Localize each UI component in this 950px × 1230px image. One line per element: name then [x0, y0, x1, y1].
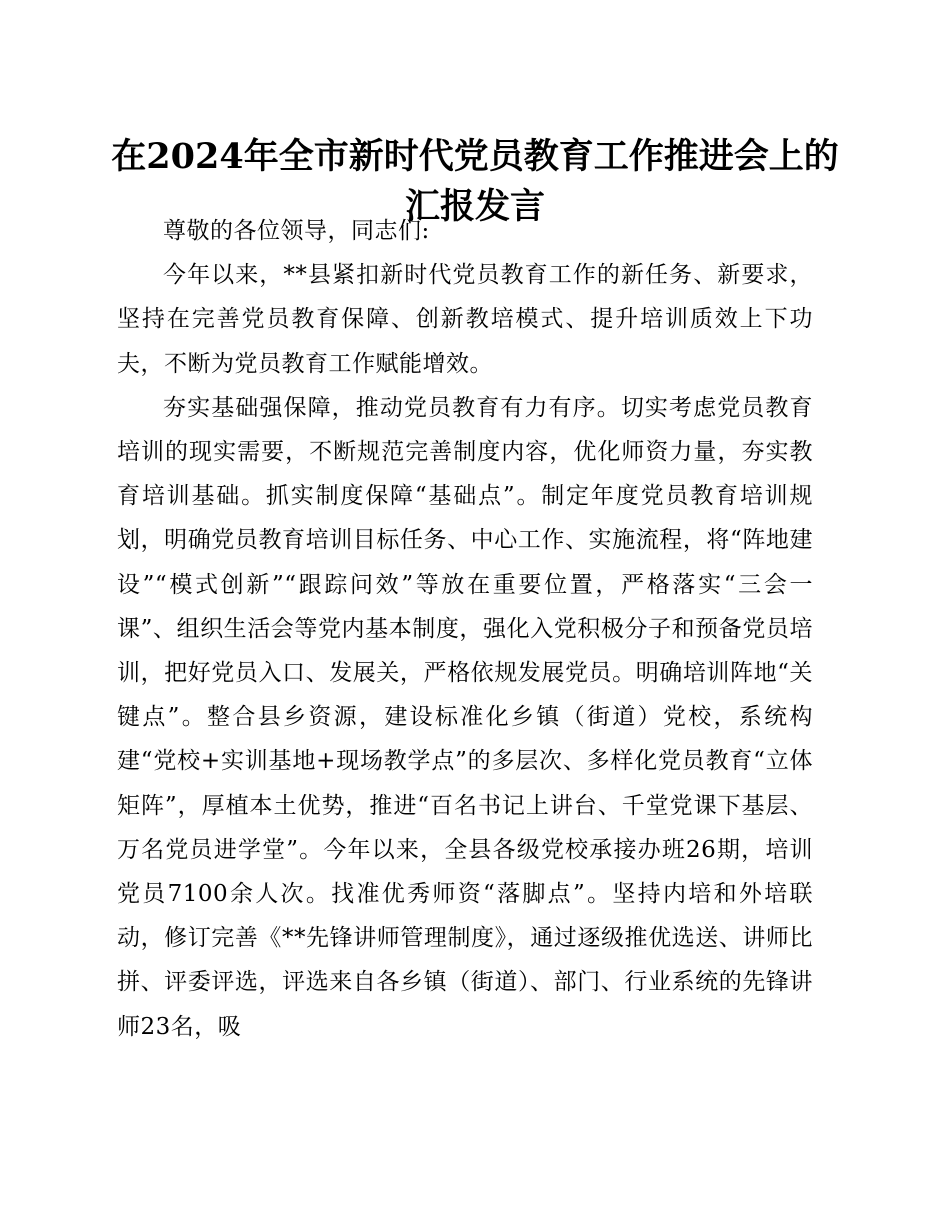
document-body: [117, 209, 813, 1049]
salutation: 尊敬的各位领导，同志们:: [163, 218, 430, 244]
title-line-1: 在2024年全市新时代党员教育工作推进会上的: [111, 136, 839, 177]
title-line-2: 汇报发言: [404, 186, 545, 227]
body-paragraph: 今年以来，**县紧扣新时代党员教育工作的新任务、新要求，坚持在完善党员教育保障、创新教培模式、提升培训质效上下功夫，不断为党员教育工作赋能增效。: [117, 262, 813, 377]
body-paragraph: 夯实基础强保障，推动党员教育有力有序。切实考虑党员教育培训的现实需要，不断规范完善制度内容，优化师资力量，夯实教育培训基础。抓实制度保障“基础点”。制定年度党员教育培训规划，明确党员教育培训目标任务、中心工作、实施流程，将“阵地建设”“模式创新”“跟踪问效”等放在重要位置，严格落实“三会一课”、组织生活会等党内基本制度，强化入党积极分子和预备党员培训，把好党员入口、发展关，严格依规发展党员。明确培训阵地“关键点”。整合县乡资源，建设标准化乡镇（街道）党校，系统构建“党校+实训基地+现场教学点”的多层次、多样化党员教育“立体矩阵”，厚植本土优势，推进“百名书记上讲台、千堂党课下基层、万名党员进学堂”。今年以来，全县各级党校承接办班26期，培训党员7100余人次。找准优秀师资“落脚点”。坚持内培和外培联动，修订完善《**先锋讲师管理制度》，通过逐级推优选送、讲师比拼、评委评选，评选来自各乡镇（街道）、部门、行业系统的先锋讲师23名，吸: [117, 394, 813, 1040]
